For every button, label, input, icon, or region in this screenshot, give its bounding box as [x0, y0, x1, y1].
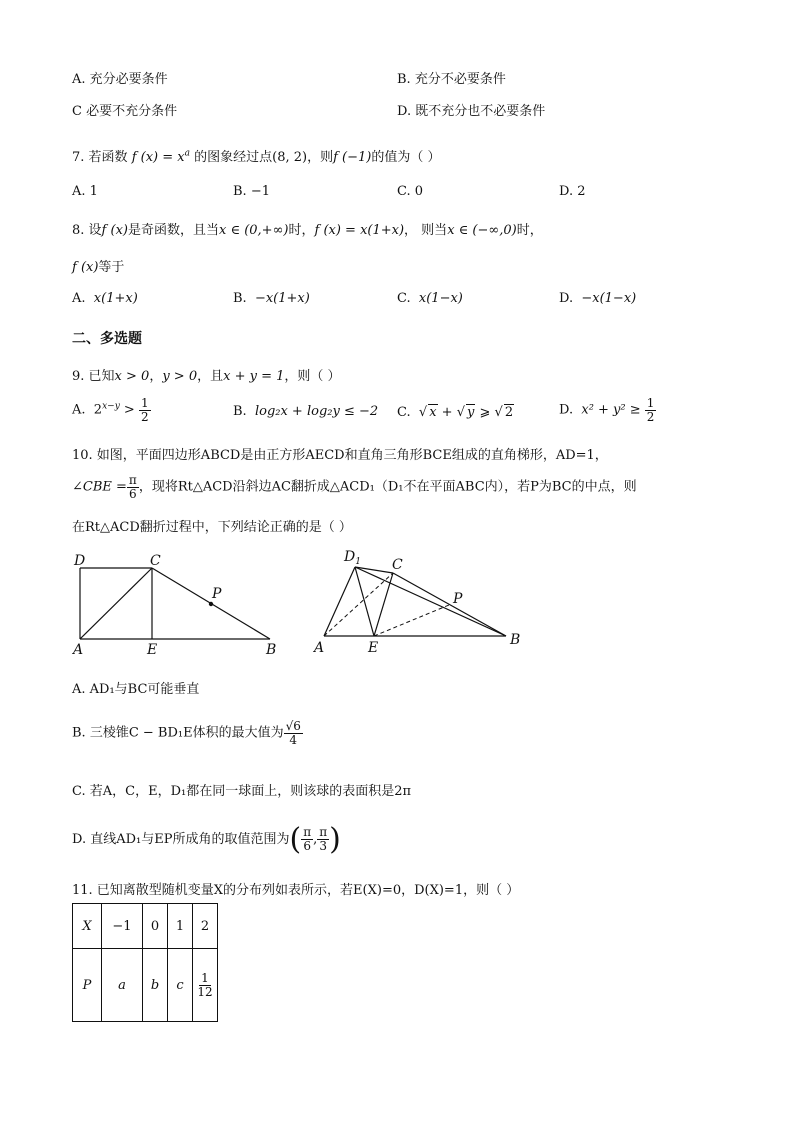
q6-option-c: C 必要不充分条件 — [72, 104, 178, 119]
fig2-label-b: B — [510, 632, 521, 648]
q9-stem: 9. 已知x > 0，y > 0，且x + y = 1，则（ ） — [72, 369, 341, 384]
q9-option-d: D. x² + y² ≥ $\frac{1}{2}$ — [559, 396, 655, 424]
q10-stem-line2: ∠CBE = $\frac{\pi}{6}$ ，现将Rt△ACD沿斜边AC翻折成△ACD₁（D₁不在平面ABC内），若P为BC的中点，则 — [72, 473, 637, 501]
table-row — [73, 949, 218, 1022]
fig1-label-c: C — [150, 553, 161, 569]
table-cell: b — [143, 949, 168, 1022]
q8-option-d: D. −x(1−x) — [559, 291, 637, 306]
q6-option-d: D. 既不充分也不必要条件 — [397, 104, 546, 119]
figure-folded-pyramid — [308, 545, 528, 657]
q10-option-b: B. 三棱锥C − BD₁E体积的最大值为 $\frac{√6}{4}$ — [72, 719, 301, 747]
q8-stem-line2: f (x)等于 — [72, 260, 125, 275]
fig2-label-e: E — [368, 640, 379, 656]
q7-option-a: A. 1 — [72, 184, 98, 199]
table-cell: −1 — [102, 904, 143, 949]
q10-option-d: D. 直线AD₁与EP所成角的取值范围为( $\frac{\pi}{6}$ , $\frac{\pi}{3}$ ) — [72, 822, 341, 857]
fig1-label-a: A — [73, 642, 84, 658]
table-cell: 0 — [143, 904, 168, 949]
fig2-label-c: C — [392, 557, 403, 573]
fig2-label-p: P — [453, 591, 463, 607]
q7-option-d: D. 2 — [559, 184, 586, 199]
distribution-table — [72, 903, 218, 1022]
q6-option-b: B. 充分不必要条件 — [397, 72, 506, 87]
q8-stem: 8. 设f (x)是奇函数，且当x ∈ (0,+∞)时，f (x) = x(1+x)， 则当x ∈ (−∞,0)时， — [72, 223, 543, 238]
table-cell: $\frac{1}{12}$ — [193, 949, 218, 1022]
q9-option-a: A. $2^{x-y}$ > $\frac{1}{2}$ — [72, 396, 149, 424]
fig2-label-a: A — [314, 640, 325, 656]
q10-stem-line3: 在Rt△ACD翻折过程中，下列结论正确的是（ ） — [72, 520, 352, 535]
q6-option-a: A. 充分必要条件 — [72, 72, 168, 87]
q7-option-c: C. 0 — [397, 184, 424, 199]
q9-option-b: B. log₂x + log₂y ≤ −2 — [233, 404, 379, 419]
point-p-marker — [209, 602, 213, 606]
q8-option-a: A. x(1+x) — [72, 291, 138, 306]
table-cell: c — [168, 949, 193, 1022]
section-title-multiple-choice: 二、多选题 — [72, 331, 142, 347]
fig1-label-d: D — [74, 553, 86, 569]
table-cell: X — [73, 904, 102, 949]
q11-stem: 11. 已知离散型随机变量X的分布列如表所示，若E(X)=0，D(X)=1，则（ ） — [72, 883, 520, 898]
q9-option-c: C. √ x + √ y ⩾ √ 2 — [397, 405, 514, 420]
fig2-label-d1: $D_1$ — [344, 549, 361, 567]
q8-option-b: B. −x(1+x) — [233, 291, 310, 306]
q8-option-c: C. x(1−x) — [397, 291, 463, 306]
table-cell: P — [73, 949, 102, 1022]
table-cell: a — [102, 949, 143, 1022]
table-cell: 2 — [193, 904, 218, 949]
q10-stem-line1: 10. 如图，平面四边形ABCD是由正方形AECD和直角三角形BCE组成的直角梯形，AD=1， — [72, 448, 608, 463]
fig1-label-p: P — [212, 586, 222, 602]
q7-stem: 7. 若函数 f $(x) = x^a$ 的图象经过点(8, 2)，则f (−1)的值为（ ） — [72, 148, 441, 165]
q10-option-a: A. AD₁与BC可能垂直 — [72, 682, 200, 697]
q10-option-c: C. 若A，C，E，D₁都在同一球面上，则该球的表面积是2π — [72, 784, 412, 799]
table-cell: 1 — [168, 904, 193, 949]
table-row — [73, 904, 218, 949]
fig1-label-e: E — [147, 642, 158, 658]
q7-option-b: B. −1 — [233, 184, 270, 199]
figure-trapezoid — [68, 548, 288, 660]
fig1-label-b: B — [266, 642, 277, 658]
